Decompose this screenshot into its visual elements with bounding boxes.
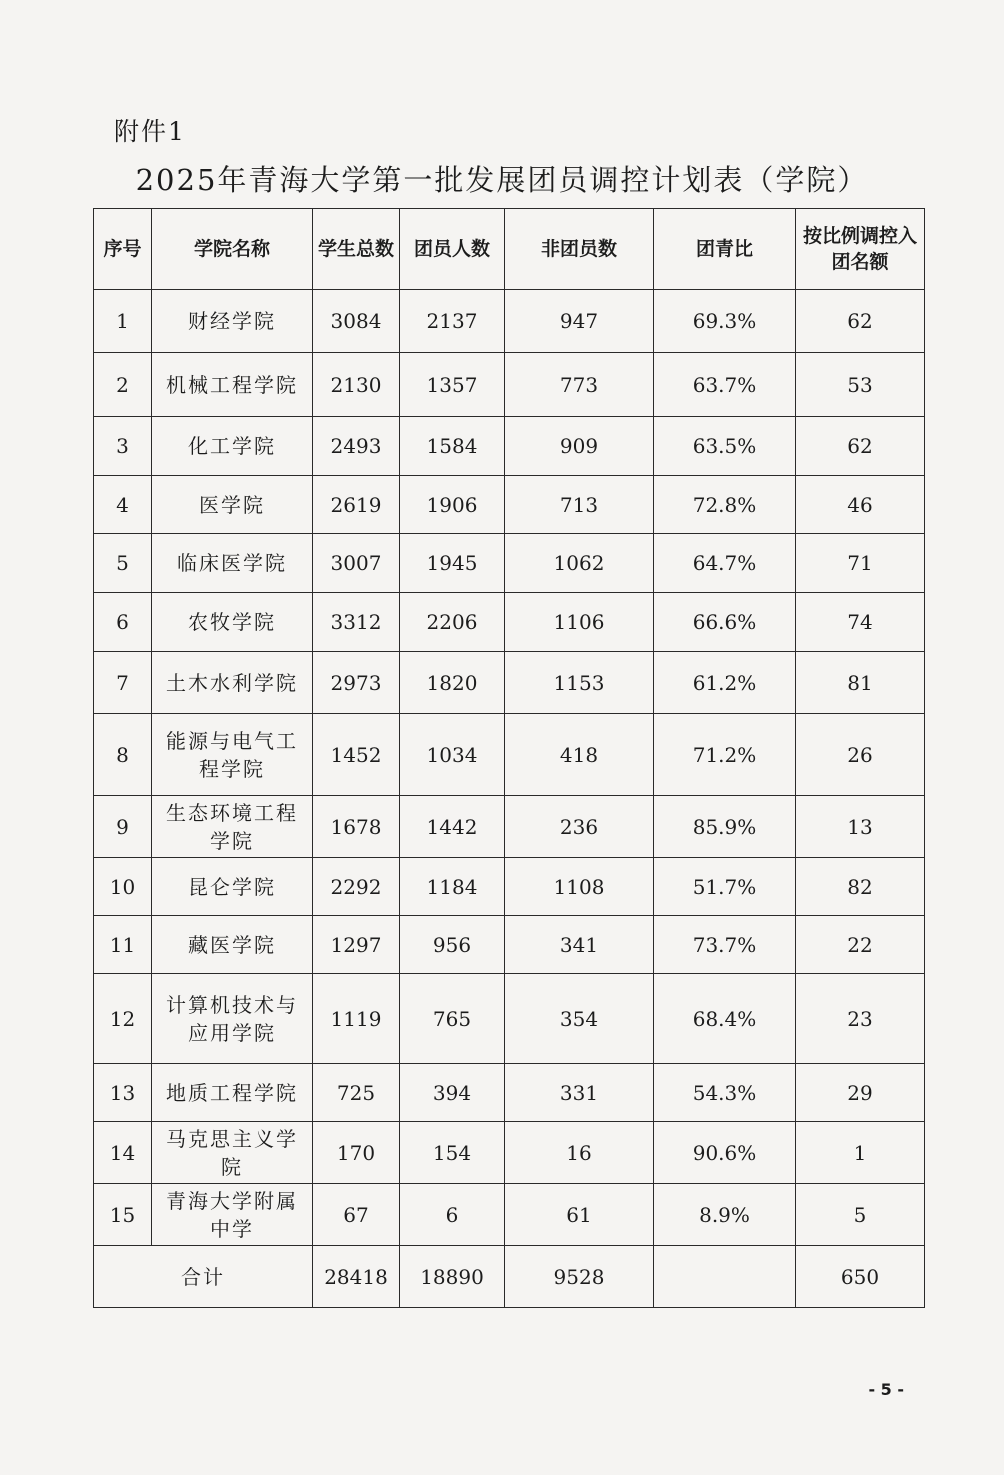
league-members: 1820 — [400, 652, 505, 714]
total-students: 67 — [313, 1184, 400, 1246]
league-members-sum: 18890 — [400, 1246, 505, 1308]
row-index: 13 — [94, 1064, 152, 1122]
table-row — [94, 652, 925, 714]
admission-quota: 53 — [796, 353, 925, 417]
college-name: 计算机技术与应用学院 — [152, 974, 313, 1064]
league-ratio: 73.7% — [654, 916, 796, 974]
table-row — [94, 290, 925, 353]
table-row — [94, 1184, 925, 1246]
college-name: 地质工程学院 — [152, 1064, 313, 1122]
total-students: 170 — [313, 1122, 400, 1184]
header-row — [94, 209, 925, 290]
non-members: 331 — [505, 1064, 654, 1122]
college-name: 藏医学院 — [152, 916, 313, 974]
row-index: 1 — [94, 290, 152, 353]
college-name: 化工学院 — [152, 417, 313, 476]
non-members: 1106 — [505, 593, 654, 652]
admission-quota: 82 — [796, 858, 925, 916]
league-members: 1034 — [400, 714, 505, 796]
league-ratio: 54.3% — [654, 1064, 796, 1122]
non-members: 418 — [505, 714, 654, 796]
college-name: 医学院 — [152, 476, 313, 534]
league-ratio: 69.3% — [654, 290, 796, 353]
non-members: 713 — [505, 476, 654, 534]
table-row — [94, 353, 925, 417]
table-row — [94, 593, 925, 652]
league-members: 1184 — [400, 858, 505, 916]
total-students: 1297 — [313, 916, 400, 974]
admission-quota: 46 — [796, 476, 925, 534]
college-name: 土木水利学院 — [152, 652, 313, 714]
college-name: 财经学院 — [152, 290, 313, 353]
row-index: 11 — [94, 916, 152, 974]
row-index: 5 — [94, 534, 152, 593]
league-ratio: 90.6% — [654, 1122, 796, 1184]
league-ratio: 66.6% — [654, 593, 796, 652]
non-members: 1108 — [505, 858, 654, 916]
non-members: 236 — [505, 796, 654, 858]
admission-quota: 29 — [796, 1064, 925, 1122]
table-row — [94, 1064, 925, 1122]
non-members: 354 — [505, 974, 654, 1064]
total-students: 1678 — [313, 796, 400, 858]
admission-quota: 62 — [796, 290, 925, 353]
admission-quota: 74 — [796, 593, 925, 652]
league-members: 1357 — [400, 353, 505, 417]
admission-quota: 71 — [796, 534, 925, 593]
header-index: 序号 — [94, 209, 152, 290]
header-ratio: 团青比 — [654, 209, 796, 290]
row-index: 2 — [94, 353, 152, 417]
college-name: 能源与电气工程学院 — [152, 714, 313, 796]
college-name: 生态环境工程学院 — [152, 796, 313, 858]
row-index: 14 — [94, 1122, 152, 1184]
admission-quota: 1 — [796, 1122, 925, 1184]
table-row — [94, 974, 925, 1064]
league-members: 765 — [400, 974, 505, 1064]
table-row — [94, 417, 925, 476]
quota-plan-table — [93, 208, 925, 1308]
league-members: 154 — [400, 1122, 505, 1184]
non-members: 1153 — [505, 652, 654, 714]
league-members: 1584 — [400, 417, 505, 476]
header-total-students: 学生总数 — [313, 209, 400, 290]
college-name: 农牧学院 — [152, 593, 313, 652]
table-row — [94, 1122, 925, 1184]
league-ratio: 64.7% — [654, 534, 796, 593]
league-ratio: 72.8% — [654, 476, 796, 534]
admission-quota: 13 — [796, 796, 925, 858]
league-ratio: 8.9% — [654, 1184, 796, 1246]
admission-quota: 5 — [796, 1184, 925, 1246]
ratio-total — [654, 1246, 796, 1308]
college-name: 马克思主义学院 — [152, 1122, 313, 1184]
non-members: 1062 — [505, 534, 654, 593]
document-title: 2025年青海大学第一批发展团员调控计划表（学院） — [135, 163, 869, 197]
total-students: 2130 — [313, 353, 400, 417]
total-students-sum: 28418 — [313, 1246, 400, 1308]
table-row — [94, 796, 925, 858]
non-members: 909 — [505, 417, 654, 476]
total-students: 2973 — [313, 652, 400, 714]
league-members: 6 — [400, 1184, 505, 1246]
league-members: 1906 — [400, 476, 505, 534]
row-index: 7 — [94, 652, 152, 714]
league-ratio: 61.2% — [654, 652, 796, 714]
league-members: 394 — [400, 1064, 505, 1122]
non-members: 773 — [505, 353, 654, 417]
row-index: 6 — [94, 593, 152, 652]
admission-quota: 23 — [796, 974, 925, 1064]
row-index: 12 — [94, 974, 152, 1064]
league-ratio: 51.7% — [654, 858, 796, 916]
total-students: 3312 — [313, 593, 400, 652]
league-ratio: 63.5% — [654, 417, 796, 476]
row-index: 3 — [94, 417, 152, 476]
total-students: 3007 — [313, 534, 400, 593]
total-students: 725 — [313, 1064, 400, 1122]
total-students: 1119 — [313, 974, 400, 1064]
non-members: 16 — [505, 1122, 654, 1184]
total-students: 2619 — [313, 476, 400, 534]
total-students: 2493 — [313, 417, 400, 476]
total-row — [94, 1246, 925, 1308]
row-index: 8 — [94, 714, 152, 796]
non-members-sum: 9528 — [505, 1246, 654, 1308]
header-college: 学院名称 — [152, 209, 313, 290]
league-members: 1442 — [400, 796, 505, 858]
row-index: 15 — [94, 1184, 152, 1246]
row-index: 10 — [94, 858, 152, 916]
non-members: 61 — [505, 1184, 654, 1246]
league-ratio: 85.9% — [654, 796, 796, 858]
row-index: 4 — [94, 476, 152, 534]
table-row — [94, 534, 925, 593]
total-students: 1452 — [313, 714, 400, 796]
league-members: 1945 — [400, 534, 505, 593]
college-name: 青海大学附属中学 — [152, 1184, 313, 1246]
college-name: 昆仑学院 — [152, 858, 313, 916]
page-number: - 5 - — [868, 1380, 904, 1399]
admission-quota: 26 — [796, 714, 925, 796]
total-students: 2292 — [313, 858, 400, 916]
league-members: 956 — [400, 916, 505, 974]
non-members: 341 — [505, 916, 654, 974]
header-league-members: 团员人数 — [400, 209, 505, 290]
non-members: 947 — [505, 290, 654, 353]
league-ratio: 71.2% — [654, 714, 796, 796]
header-non-members: 非团员数 — [505, 209, 654, 290]
college-name: 临床医学院 — [152, 534, 313, 593]
quota-sum: 650 — [796, 1246, 925, 1308]
table-row — [94, 476, 925, 534]
total-students: 3084 — [313, 290, 400, 353]
admission-quota: 22 — [796, 916, 925, 974]
total-label: 合计 — [94, 1246, 313, 1308]
college-name: 机械工程学院 — [152, 353, 313, 417]
table-row — [94, 916, 925, 974]
table-row — [94, 858, 925, 916]
row-index: 9 — [94, 796, 152, 858]
attachment-label: 附件1 — [114, 117, 186, 146]
admission-quota: 81 — [796, 652, 925, 714]
league-members: 2137 — [400, 290, 505, 353]
league-ratio: 63.7% — [654, 353, 796, 417]
league-members: 2206 — [400, 593, 505, 652]
table-row — [94, 714, 925, 796]
header-quota: 按比例调控入团名额 — [796, 209, 925, 290]
league-ratio: 68.4% — [654, 974, 796, 1064]
admission-quota: 62 — [796, 417, 925, 476]
